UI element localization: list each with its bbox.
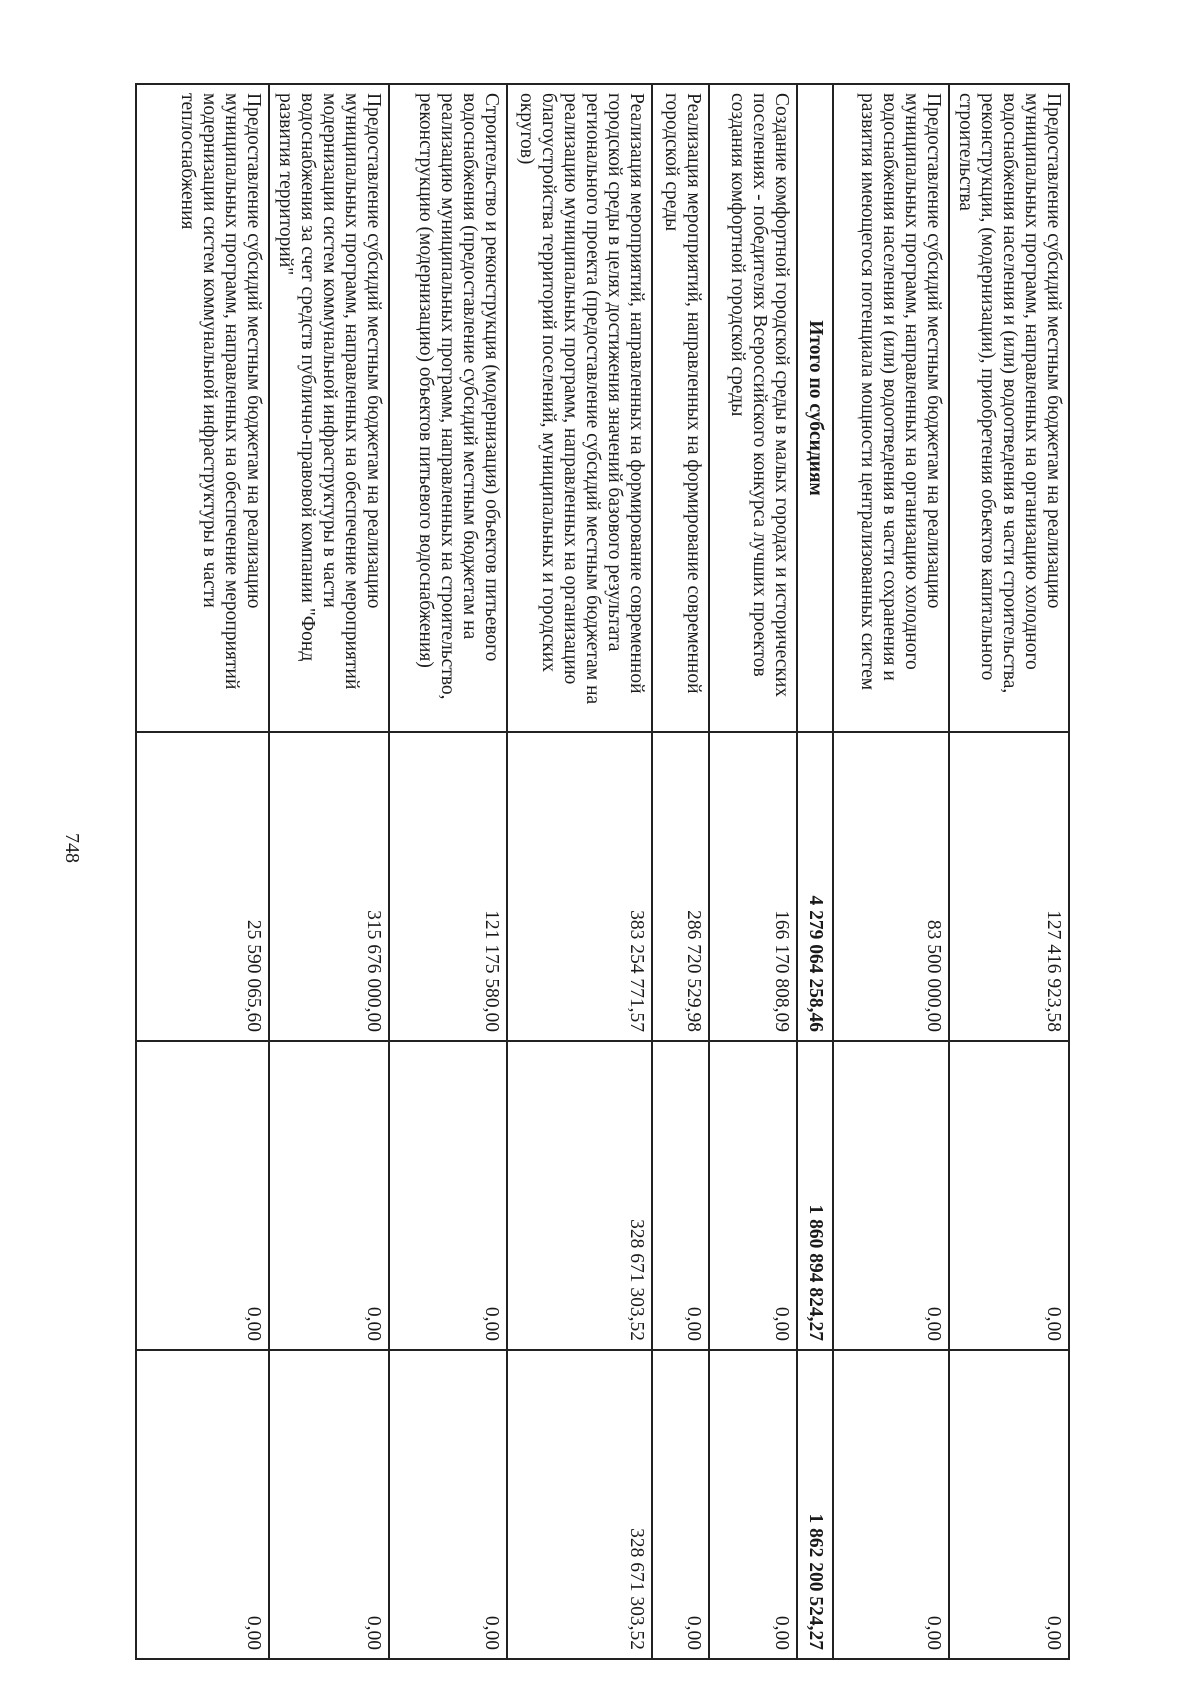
value-year-2: 0,00 xyxy=(136,1041,269,1350)
table-container xyxy=(143,83,1070,1659)
value-year-2: 0,00 xyxy=(833,1041,949,1350)
value-year-3: 0,00 xyxy=(269,1350,389,1659)
table-row xyxy=(136,84,269,1659)
table-row xyxy=(709,84,797,1659)
table-row xyxy=(949,84,1069,1659)
total-label: Итого по субсидиям xyxy=(797,84,833,732)
value-year-3: 0,00 xyxy=(136,1350,269,1659)
total-value-year-3: 1 862 200 524,27 xyxy=(797,1350,833,1659)
value-year-3: 0,00 xyxy=(949,1350,1069,1659)
value-year-2: 328 671 303,52 xyxy=(507,1041,652,1350)
value-year-2: 0,00 xyxy=(709,1041,797,1350)
value-year-1: 83 500 000,00 xyxy=(833,732,949,1041)
row-name: Реализация мероприятий, направленных на формирование современной городской среды xyxy=(652,84,709,732)
table-row xyxy=(652,84,709,1659)
value-year-3: 328 671 303,52 xyxy=(507,1350,652,1659)
value-year-3: 0,00 xyxy=(709,1350,797,1659)
value-year-2: 0,00 xyxy=(389,1041,507,1350)
value-year-1: 286 720 529,98 xyxy=(652,732,709,1041)
total-row xyxy=(797,84,833,1659)
value-year-3: 0,00 xyxy=(389,1350,507,1659)
value-year-1: 383 254 771,57 xyxy=(507,732,652,1041)
total-value-year-2: 1 860 894 824,27 xyxy=(797,1041,833,1350)
row-name: Строительство и реконструкция (модернизация) объектов питьевого водоснабжения (предоставление субсидий местным бюджетам на реализацию муниципальных программ, направленных на строительство, реконструкцию (модернизацию) объектов питьевого водоснабжения) xyxy=(389,84,507,732)
rotated-table-frame xyxy=(143,83,1070,1659)
value-year-3: 0,00 xyxy=(652,1350,709,1659)
page-number: 748 xyxy=(61,833,83,863)
value-year-1: 25 590 065,60 xyxy=(136,732,269,1041)
total-value-year-1: 4 279 064 258,46 xyxy=(797,732,833,1041)
value-year-1: 121 175 580,00 xyxy=(389,732,507,1041)
table-row xyxy=(389,84,507,1659)
row-name: Реализация мероприятий, направленных на формирование современной городской среды в целях достижения значений базового результата регионального проекта (предоставление субсидий местным бюджетам на реализацию муниципальных программ, направленных на организацию благоустройства территорий поселений, муниципальных и городских округов) xyxy=(507,84,652,732)
value-year-3: 0,00 xyxy=(833,1350,949,1659)
row-name: Создание комфортной городской среды в малых городах и исторических поселениях - победителях Всероссийского конкурса лучших проектов создания комфортной городской среды xyxy=(709,84,797,732)
row-name: Предоставление субсидий местным бюджетам на реализацию муниципальных программ, направленных на организацию холодного водоснабжения населения и (или) водоотведения в части строительства, реконструкции, (модернизации), приобретения объектов капитального строительства xyxy=(949,84,1069,732)
row-name: Предоставление субсидий местным бюджетам на реализацию муниципальных программ, направленных на обеспечение мероприятий модернизации систем коммунальной инфраструктуры в части теплоснабжения xyxy=(136,84,269,732)
value-year-1: 127 416 923,58 xyxy=(949,732,1069,1041)
value-year-2: 0,00 xyxy=(652,1041,709,1350)
table-row xyxy=(269,84,389,1659)
value-year-2: 0,00 xyxy=(949,1041,1069,1350)
table-row xyxy=(507,84,652,1659)
subsidies-table xyxy=(135,83,1070,1660)
row-name: Предоставление субсидий местным бюджетам на реализацию муниципальных программ, направленных на обеспечение мероприятий модернизации систем коммунальной инфраструктуры в части водоснабжения за счет средств публично-правовой компании "Фонд развития территорий" xyxy=(269,84,389,732)
value-year-1: 166 170 808,09 xyxy=(709,732,797,1041)
row-name: Предоставление субсидий местным бюджетам на реализацию муниципальных программ, направленных на организацию холодного водоснабжения населения и (или) водоотведения в части сохранения и развития имеющегося потенциала мощности централизованных систем xyxy=(833,84,949,732)
value-year-1: 315 676 000,00 xyxy=(269,732,389,1041)
value-year-2: 0,00 xyxy=(269,1041,389,1350)
table-row xyxy=(833,84,949,1659)
